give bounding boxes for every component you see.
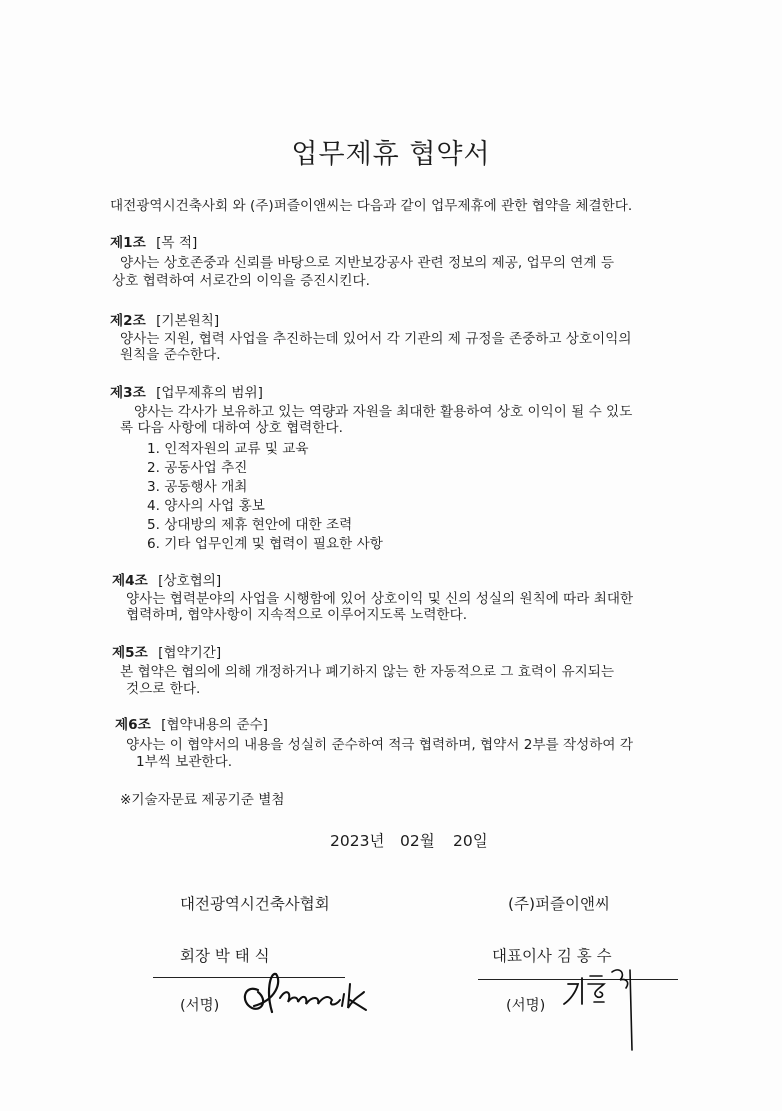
document-title: 업무제휴 협약서 (291, 139, 491, 170)
article-4-heading: [상호협의] (158, 573, 222, 589)
right-sign-label: (서명) (506, 998, 546, 1014)
list-item: 2. 공동사업 추진 (147, 460, 248, 476)
date-month: 02월 (400, 832, 435, 850)
left-party-org: 대전광역시건축사협회 (180, 895, 330, 913)
article-2-heading: [기본원칙] (156, 313, 220, 329)
article-1-line-2: 상호 협력하여 서로간의 이익을 증진시킨다. (112, 273, 370, 289)
article-3-line-1: 양사는 각사가 보유하고 있는 역량과 자원을 최대한 활용하여 상호 이익이 될 수 있도 (134, 404, 633, 420)
article-5-line-2: 것으로 한다. (126, 681, 201, 697)
article-3-heading: [업무제휴의 범위] (156, 385, 263, 401)
article-6-line-2: 1부씩 보관한다. (136, 754, 233, 770)
right-party-rep: 대표이사 김 홍 수 (492, 947, 612, 965)
article-2-line-1: 양사는 지원, 협력 사업을 추진하는데 있어서 각 기관의 제 규정을 존중하고 상호이익의 (120, 331, 632, 347)
left-sign-label: (서명) (180, 998, 220, 1014)
right-signature-image (560, 962, 650, 1052)
list-item: 1. 인적자원의 교류 및 교육 (147, 441, 309, 457)
article-2-line-2: 원칙을 준수한다. (120, 347, 221, 363)
attachment-note: ※기술자문료 제공기준 별첨 (120, 792, 285, 808)
article-1-header (110, 234, 197, 252)
article-4-line-1: 양사는 협력분야의 사업을 시행함에 있어 상호이익 및 신의 성실의 원칙에 따라 최대한 (126, 591, 634, 607)
article-3-line-2: 록 다음 사항에 대하여 상호 협력한다. (120, 420, 343, 436)
left-signature-image (236, 962, 386, 1022)
article-6-line-1: 양사는 이 협약서의 내용을 성실히 준수하여 적극 협력하며, 협약서 2부를 작성하여 각 (126, 737, 633, 753)
article-6-heading: [협약내용의 준수] (161, 717, 268, 733)
article-5-number: 제5조 (112, 645, 148, 661)
article-2-number: 제2조 (110, 313, 146, 329)
article-5-line-1: 본 협약은 협의에 의해 개정하거나 폐기하지 않는 한 자동적으로 그 효력이 유지되는 (120, 664, 615, 680)
list-item: 5. 상대방의 제휴 현안에 대한 조력 (147, 517, 353, 533)
article-2-header (110, 312, 219, 330)
article-6-header (115, 716, 268, 734)
article-1-heading: [목 적] (156, 235, 198, 251)
article-4-line-2: 협력하며, 협약사항이 지속적으로 이루어지도록 노력한다. (126, 607, 468, 623)
list-item: 6. 기타 업무인계 및 협력이 필요한 사항 (147, 536, 383, 552)
article-6-number: 제6조 (115, 717, 151, 733)
article-4-number: 제4조 (112, 573, 148, 589)
article-5-header (112, 644, 221, 662)
list-item: 4. 양사의 사업 홍보 (147, 498, 265, 514)
article-3-number: 제3조 (110, 385, 146, 401)
article-5-heading: [협약기간] (158, 645, 222, 661)
article-1-number: 제1조 (110, 235, 146, 251)
right-party-org: (주)퍼즐이앤씨 (508, 895, 610, 913)
left-party-rep: 회장 박 태 식 (180, 947, 270, 965)
date-day: 20일 (453, 832, 488, 850)
date-year: 2023년 (330, 832, 385, 850)
article-4-header (112, 572, 221, 590)
intro-text: 대전광역시건축사회 와 (주)퍼즐이앤씨는 다음과 같이 업무제휴에 관한 협약을 체결한다. (110, 198, 633, 214)
article-1-line-1: 양사는 상호존중과 신뢰를 바탕으로 지반보강공사 관련 정보의 제공, 업무의 연계 등 (120, 255, 615, 271)
list-item: 3. 공동행사 개최 (147, 479, 248, 495)
article-3-header (110, 384, 263, 402)
